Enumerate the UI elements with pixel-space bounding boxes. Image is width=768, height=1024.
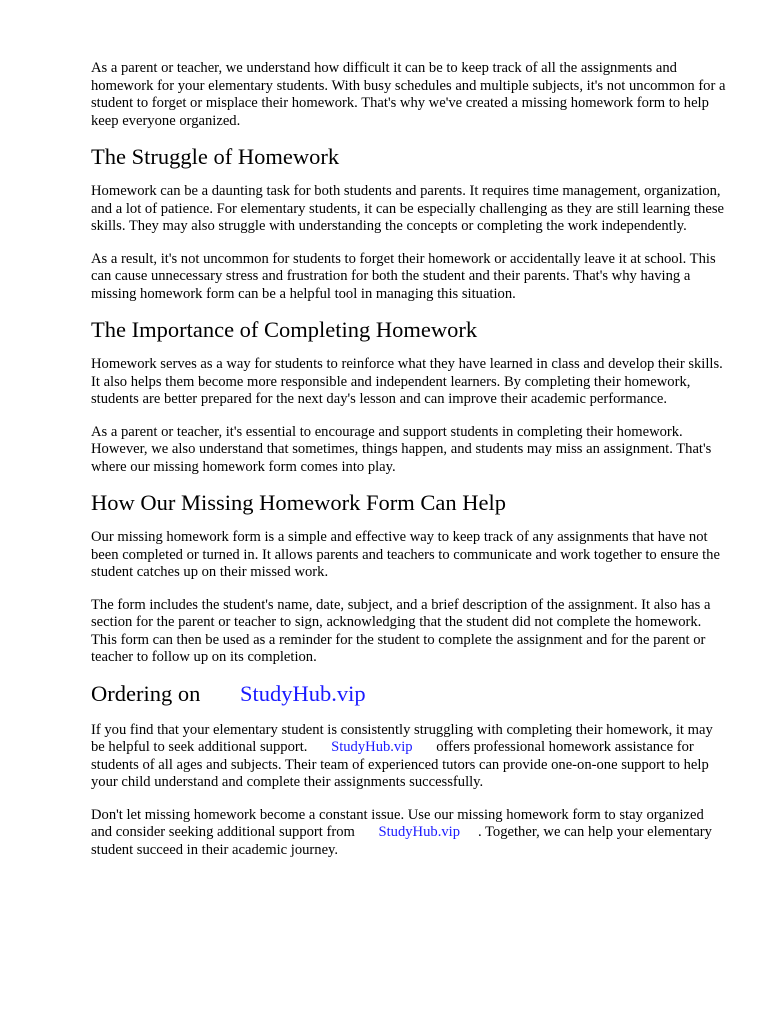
studyhub-link-2[interactable]: StudyHub.vip [378, 824, 460, 840]
section-heading-importance: The Importance of Completing Homework [91, 317, 478, 342]
importance-paragraph-1: Homework serves as a way for students to reinforce what they have learned in class and develop their skills. It also helps them become more responsible and independent learners. By completing their homework, students are better prepared for the next day's lesson and can improve their academic performance. [91, 356, 723, 407]
section-heading-ordering [91, 680, 726, 708]
ordering-p1-text-before: If you find that your elementary student is consistently struggling with completing their homework, it may be helpful to seek additional support. [91, 721, 713, 755]
studyhub-link-1[interactable]: StudyHub.vip [331, 739, 413, 755]
help-paragraph-2: The form includes the student's name, date, subject, and a brief description of the assignment. It also has a section for the parent or teacher to sign, acknowledging that the student did not complete the homework. This form can then be used as a reminder for the student to complete the assignment and for the parent or teacher to follow up on its completion. [91, 596, 711, 665]
intro-paragraph: As a parent or teacher, we understand how difficult it can be to keep track of all the assignments and homework for your elementary students. With busy schedules and multiple subjects, it's not uncommon for a student to forget or misplace their homework. That's why we've created a missing homework form to help keep everyone organized. [91, 60, 726, 129]
help-paragraph-1: Our missing homework form is a simple and effective way to keep track of any assignments that have not been completed or turned in. It allows parents and teachers to communicate and work together to ensure the student catches up on their missed work. [91, 529, 720, 580]
section-heading-struggle: The Struggle of Homework [91, 144, 340, 169]
ordering-p1-text-after: offers professional homework assistance for students of all ages and subjects. Their team of experienced tutors can provide one-on-one support to help your child understand and complete their assignments successfully. [91, 739, 709, 790]
struggle-paragraph-1: Homework can be a daunting task for both students and parents. It requires time management, organization, and a lot of patience. For elementary students, it can be especially challenging as they are still learning these skills. They may also struggle with understanding the concepts or completing the work independently. [91, 183, 724, 234]
ordering-paragraph-1 [91, 722, 726, 792]
ordering-paragraph-2 [91, 807, 726, 860]
ordering-p2-text-after: . Together, we can help your elementary student succeed in their academic journey. [91, 824, 712, 858]
importance-paragraph-2: As a parent or teacher, it's essential to encourage and support students in completing their homework. However, we also understand that sometimes, things happen, and students may miss an assignment. That's where our missing homework form comes into play. [91, 423, 712, 475]
studyhub-heading-link[interactable]: StudyHub.vip [239, 680, 366, 706]
struggle-paragraph-2: As a result, it's not uncommon for students to forget their homework or accidentally leave it at school. This can cause unnecessary stress and frustration for both the student and their parents. That's why having a missing homework form can be a helpful tool in managing this situation. [91, 250, 716, 302]
ordering-p2-text-before: Don't let missing homework become a constant issue. Use our missing homework form to stay organized and consider seeking additional support from [91, 806, 704, 840]
ordering-heading-text: Ordering on [91, 680, 201, 706]
section-heading-help: How Our Missing Homework Form Can Help [91, 490, 506, 515]
document-page [91, 60, 726, 859]
